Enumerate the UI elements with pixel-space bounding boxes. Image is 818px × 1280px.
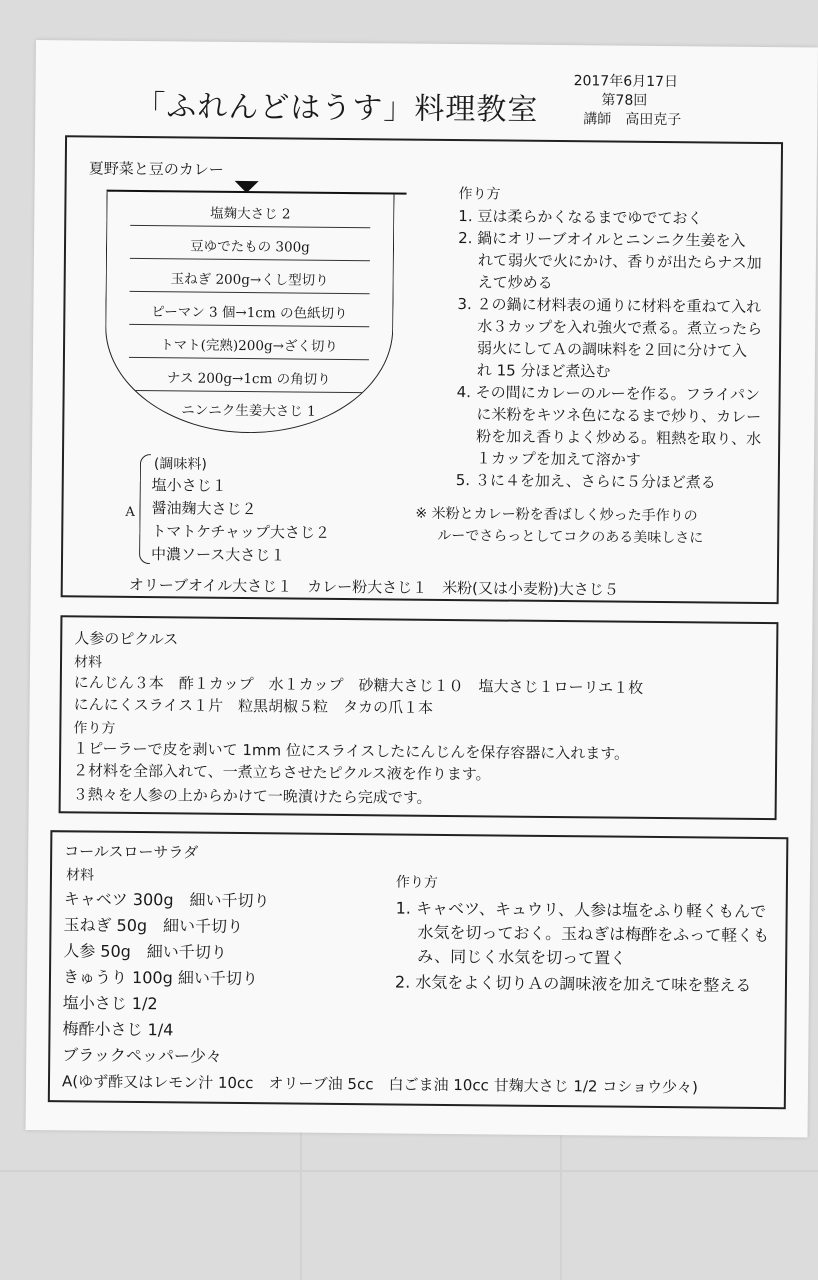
step-line: １カップを加えて溶かす <box>475 449 641 469</box>
coleslaw-step-line: 水気を切っておく。玉ねぎは梅酢をふって軽くも <box>417 922 770 946</box>
recipe-sheet <box>26 40 818 1137</box>
brace-icon <box>139 454 151 564</box>
instructor-label: 講師 <box>583 111 612 128</box>
coleslaw-ingredients-title: 材料 <box>65 867 95 884</box>
layer-item: ピーマン 3 個→1cm の色紙切り <box>151 304 348 323</box>
coleslaw-step-line: 1. キャベツ、キュウリ、人参は塩をふり軽くもんで <box>395 898 767 922</box>
pickles-step: １ピーラーで皮を剥いて 1mm 位にスライスしたにんじんを保存容器に入れます。 <box>73 739 630 763</box>
seasoning-item: 塩小さじ１ <box>151 476 227 495</box>
curry-title: 夏野菜と豆のカレー <box>88 159 224 179</box>
step-line: れて弱火で火にかけ、香りが出たらナス加 <box>477 251 762 272</box>
instructor <box>583 108 681 129</box>
coleslaw-step-line: み、同じく水気を切って置く <box>417 946 627 968</box>
coleslaw-step-line: 2. 水気をよく切りＡの調味液を加えて味を整える <box>394 972 752 995</box>
step-line: 弱火にしてＡの調味料を２回に分けて入 <box>476 339 748 360</box>
layer-item: 玉ねぎ 200g→くし型切り <box>170 271 329 289</box>
pickles-step: ３熱々を人参の上からかけて一晩漬けたら完成です。 <box>72 785 432 807</box>
coleslaw-ingredient: 塩小さじ 1/2 <box>62 993 158 1014</box>
session-number: 第78回 <box>601 92 648 109</box>
coleslaw-section <box>48 830 789 1109</box>
date: 2017年6月17日 <box>573 73 679 91</box>
seasoning-group-label: A <box>125 504 135 520</box>
layer-item: ナス 200g→1cm の角切り <box>166 370 331 388</box>
coleslaw-ingredient: 玉ねぎ 50g 細い千切り <box>63 915 244 937</box>
pickles-title: 人参のピクルス <box>74 629 179 649</box>
layer-item: トマト(完熟)200g→ざく切り <box>160 337 339 355</box>
step-line: 1. 豆は柔らかくなるまでゆでておく <box>458 207 703 228</box>
step-line: 4. その間にカレーのルーを作る。フライパン <box>456 383 761 404</box>
curry-extra-ingredients: オリーブオイル大さじ１ カレー粉大さじ１ 米粉(又は小麦粉)大さじ５ <box>128 575 619 599</box>
instructor-name: 高田克子 <box>625 111 682 129</box>
step-line: 粉を加え香りよく炒める。粗熱を取り、水 <box>476 427 762 448</box>
coleslaw-ingredient: 梅酢小さじ 1/4 <box>62 1019 174 1040</box>
step-line: えて炒める <box>477 273 553 292</box>
seasoning-item: 醤油麹大さじ２ <box>151 499 257 519</box>
arrow-down-icon <box>235 181 259 193</box>
pot-illustration <box>67 137 781 144</box>
coleslaw-title: コールスローサラダ <box>64 842 199 862</box>
step-line: れ 15 分ほど煮込む <box>476 361 611 381</box>
coleslaw-ingredient: ブラックペッパー少々 <box>62 1045 223 1066</box>
step-line: 5. ３に４を加え、さらに５分ほど煮る <box>455 471 716 492</box>
step-line: に米粉をキツネ色になるまで炒り、カレー <box>476 405 762 426</box>
coleslaw-ingredient: 人参 50g 細い千切り <box>63 941 227 962</box>
pickles-ingredient-line: にんじん３本 酢１カップ 水１カップ 砂糖大さじ１０ 塩大さじ１ローリエ１枚 <box>73 673 644 697</box>
coleslaw-method-title: 作り方 <box>395 874 439 891</box>
step-line: 水３カップを入れ強火で煮る。煮立ったら <box>477 317 763 338</box>
pickles-section <box>59 615 779 820</box>
seasoning-header: (調味料) <box>153 456 207 473</box>
seasoning-item: トマトケチャップ大さじ２ <box>151 522 331 542</box>
layer-item: ニンニク生姜大さじ 1 <box>181 402 316 420</box>
pickles-ingredient-line: にんにくスライス１片 粒黒胡椒５粒 タカの爪１本 <box>73 695 434 717</box>
pickles-method-title: 作り方 <box>73 720 116 737</box>
curry-note: ルーでさらっとしてコクのある美味しさに <box>437 527 704 547</box>
step-line: 2. 鍋にオリーブオイルとニンニク生姜を入 <box>458 229 746 250</box>
curry-section <box>61 135 783 604</box>
coleslaw-dressing: A(ゆず酢又はレモン汁 10cc オリーブ油 5cc 白ごま油 10cc 甘麹大さじ 1/2 コショウ少々) <box>61 1072 698 1097</box>
step-line: 3. ２の鍋に材料表の通りに材料を重ねて入れ <box>457 295 762 316</box>
coleslaw-ingredient: きゅうり 100g 細い千切り <box>62 967 258 989</box>
seasoning-item: 中濃ソース大さじ１ <box>150 545 286 565</box>
curry-note: ※ 米粉とカレー粉を香ばしく炒った手作りの <box>415 505 698 525</box>
pickles-ingredients-title: 材料 <box>73 654 103 671</box>
layer-item: 塩麹大さじ 2 <box>210 205 291 223</box>
coleslaw-ingredient: キャベツ 300g 細い千切り <box>63 889 270 911</box>
pickles-step: ２材料を全部入れて、一煮立ちさせたピクルス液を作ります。 <box>72 761 491 784</box>
curry-method-title: 作り方 <box>458 186 501 203</box>
page-title: 「ふれんどはうす」料理教室 <box>135 88 539 128</box>
layer-item: 豆ゆでたもの 300g <box>190 238 310 256</box>
